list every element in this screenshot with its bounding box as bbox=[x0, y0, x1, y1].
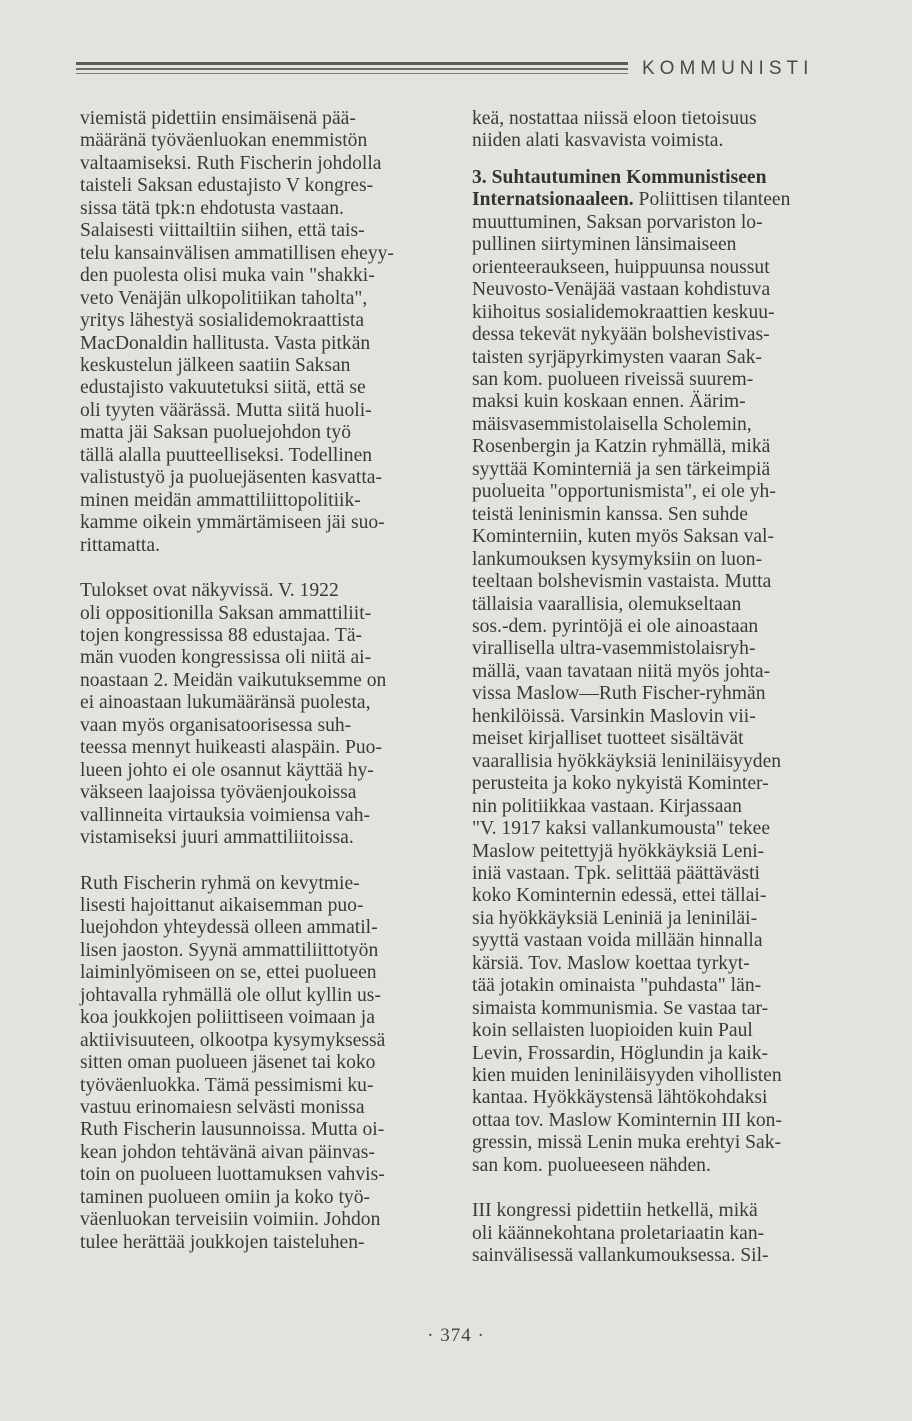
header-rule-line bbox=[76, 68, 628, 70]
right-column bbox=[472, 108, 836, 1268]
section-heading-continued: Internatsionaaleen. bbox=[472, 189, 634, 211]
header-rule-line bbox=[76, 62, 628, 65]
paragraph-gap bbox=[80, 850, 444, 873]
paragraph-gap bbox=[80, 557, 444, 580]
right-paragraph-2-first-line: Poliittisen tilanteen bbox=[633, 189, 791, 211]
right-paragraph-1: keä, nostattaa niissä eloon tietoisuus niiden alati kasvavista voimista. bbox=[472, 108, 757, 152]
paragraph-gap bbox=[472, 1177, 836, 1200]
left-paragraph-3: Ruth Fischerin ryhmä on kevytmie- lisesti hajoittanut aikaisemman puo- luejohdon yhteydessä olleen ammatil- lisen jaoston. Syynä ammattiliittotyön laiminlyömiseen on se, ettei puolueen johtavalla ryhmällä ole ollut kyllin us- koa joukkojen poliittiseen voimaan ja aktiivisuuteen, olkootpa kysymyksessä sitten oman puolueen jäsenet tai koko työväenluokka. Tämä pessimismi ku- vastuu erinomaiesn selvästi monissa Ruth Fischerin lausunnoissa. Mutta oi- kean johdon tehtävänä aivan päinvas- toin on puolueen luottamuksen vahvis- taminen puolueen omiin ja koko työ- väenluokan terveisiin voimiin. Johdon tulee herättää joukkojen taisteluhen- bbox=[80, 872, 386, 1253]
section-heading: 3. Suhtautuminen Kommunistiseen bbox=[472, 166, 767, 188]
right-paragraph-2-lead bbox=[472, 189, 836, 211]
header-rule bbox=[76, 60, 628, 76]
page-number: · 374 · bbox=[427, 1325, 485, 1346]
left-paragraph-1: viemistä pidettiin ensimäisenä pää- määränä työväenluokan enemmistön valtaamiseksi. Ruth Fischerin johdolla taisteli Saksan edustajisto V kongres- sissa tätä tpk:n ehdotusta vastaan. Salaisesti viittailtiin siihen, että tais- telu kansainvälisen ammatillisen eheyy- den puolesta olisi muka vain "shakki- veto Venäjän ulkopolitiikan taholta", yritys lähestyä sosialidemokraattista MacDonaldin hallitusta. Vasta pitkän keskustelun jälkeen saatiin Saksan edustajisto vakuutetuksi siitä, että se oli tyyten väärässä. Mutta siitä huoli- matta jäi Saksan puoluejohdon työ tällä alalla puutteelliseksi. Todellinen valistustyö ja puoluejäsenten kasvatta- minen meidän ammattiliittopolitiik- kamme oikein ymmärtämiseen jäi suo- rittamatta. bbox=[80, 108, 394, 556]
paragraph-gap bbox=[472, 153, 836, 167]
right-paragraph-2: muuttuminen, Saksan porvariston lo- pullinen siirtyminen länsimaiseen orienteeraukseen, huippuunsa noussut Neuvosto-Venäjää vastaan kohdistuva kiihoitus sosialidemokraattien keskuu- dessa tekevät nykyään bolshevistivas- taisten syrjäpyrkimysten vaaran Sak- san kom. puolueen riveissä suurem- maksi kuin koskaan ennen. Äärim- mäisvasemmistolaisella Scholemin, Rosenbergin ja Katzin ryhmällä, mikä syyttää Kominterniä ja sen tärkeimpiä puolueita "opportunismista", ei ole yh- teistä leninismin kanssa. Sen suhde Kominterniin, kuten myös Saksan val- lankumouksen kysymyksiin on luon- teeltaan bolshevismin vastaista. Mutta tällaisia vaarallisia, olemukseltaan sos.-dem. pyrintöjä ei ole ainoastaan virallisella ultra-vasemmistolaisryh- mällä, vaan tavataan niitä myös johta- vissa Maslow—Ruth Fischer-ryhmän henkilöissä. Varsinkin Maslovin vii- meiset kirjalliset tuotteet sisältävät vaarallisia hyökkäyksiä leniniläisyyden perusteita ja koko nykyistä Kominter- nin politiikkaa vastaan. Kirjassaan "V. 1917 kaksi vallankumousta" tekee Maslow peitettyjä hyökkäyksiä Leni- iniä vastaan. Tpk. selittää päättävästi koko Kominternin edessä, ettei tällai- sia hyökkäyksiä Leniniä ja leniniläi- syyttä vastaan voida millään hinnalla kärsiä. Tov. Maslow koettaa tyrkyt- tää jotakin ominaista "puhdasta" län- simaista kommunismia. Se vastaa tar- koin sellaisten luopioiden kuin Paul Levin, Frossardin, Höglundin ja kaik- kien muiden leniniläisyyden vihollisten kantaa. Hyökkäystensä lähtökohdaksi ottaa tov. Maslow Kominternin III kon- gressin, missä Lenin muka erehtyi Sak- san kom. puolueeseen nähden. bbox=[472, 211, 782, 1176]
running-title: KOMMUNISTI bbox=[642, 58, 814, 79]
left-column bbox=[80, 108, 444, 1254]
header-rule-line bbox=[76, 73, 628, 74]
left-paragraph-2: Tulokset ovat näkyvissä. V. 1922 oli oppositionilla Saksan ammattiliit- tojen kongressissa 88 edustajaa. Tä- män vuoden kongressissa oli niitä ai- noastaan 2. Meidän vaikutuksemme on ei ainoastaan lukumääränsä puolesta, vaan myös organisatoorisessa suh- teessa mennyt huikeasti alaspäin. Puo- lueen johto ei ole osannut käyttää hy- väkseen laajoissa työväenjoukoissa vallinneita virtauksia voimiensa vah- vistamiseksi juuri ammattiliitoissa. bbox=[80, 580, 387, 849]
right-paragraph-3: III kongressi pidettiin hetkellä, mikä oli käännekohtana proletariaatin kan- sainvälisessä vallankumouksessa. Sil- bbox=[472, 1200, 769, 1267]
